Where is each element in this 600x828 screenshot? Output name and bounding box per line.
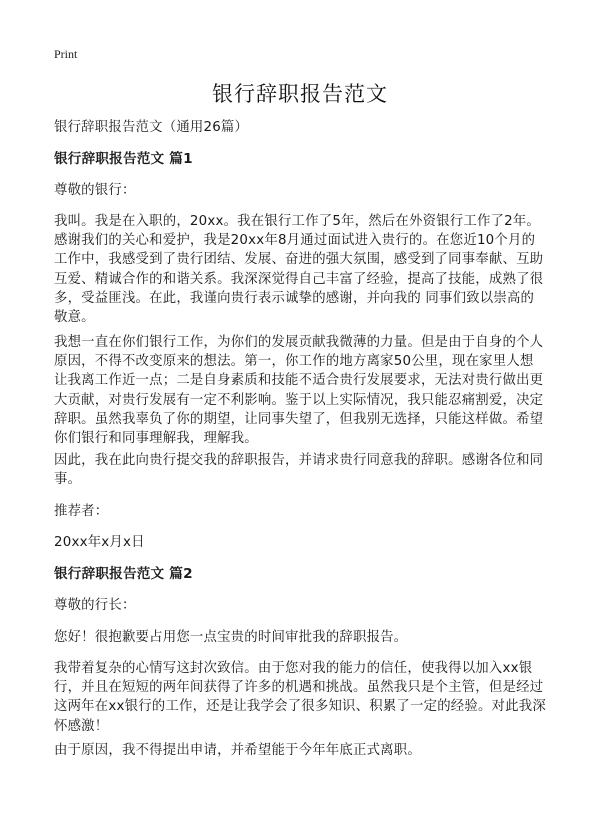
section-1-paragraph-3: 因此，我在此向贵行提交我的辞职报告，并请求贵行同意我的辞职。感谢各位和同事。 — [54, 453, 544, 488]
print-label[interactable]: Print — [54, 47, 78, 61]
section-2-heading: 银行辞职报告范文 篇2 — [54, 566, 193, 582]
section-1-heading: 银行辞职报告范文 篇1 — [54, 151, 193, 167]
section-1-greeting: 尊敬的银行： — [54, 183, 136, 198]
section-2-paragraph-3: 由于原因，我不得提出申请，并希望能于今年年底正式离职。 — [54, 743, 421, 758]
document-title: 银行辞职报告范文 — [212, 82, 388, 106]
section-2-greeting: 尊敬的行长： — [54, 598, 136, 613]
section-2-paragraph-1: 您好！很抱歉要占用您一点宝贵的时间审批我的辞职报告。 — [54, 630, 408, 645]
document-subtitle: 银行辞职报告范文（通用26篇） — [54, 120, 249, 135]
section-1-paragraph-1: 我叫。我是在入职的，20xx。我在银行工作了5年，然后在外资银行工作了2年。感谢我们的关心和爱护，我是20xx年8月通过面试进入贵行的。在您近10个月的工作中，我感受到了贵行团结、发展、奋进的强大氛围，感受到了同事奉献、互助互爱、精诚合作的和谐关系。我深深觉得自己丰富了经验，提高了技能，成熟了很多，受益匪浅。在此，我谨向贵行表示诚挚的感谢，并向我的 同事们致以崇高的敬意。 — [54, 214, 544, 326]
section-1-paragraph-2: 我想一直在你们银行工作，为你们的发展贡献我微薄的力量。但是由于自身的个人原因，不得不改变原来的想法。第一，你工作的地方离家50公里，现在家里人想让我离工作近一点；二是自身素质和技能不适合贵行发展要求，无法对贵行做出更大贡献，对贵行发展有一定不利影响。鉴于以上实际情况，我只能忍痛割爱，决定辞职。虽然我辜负了你的期望，让同事失望了，但我别无选择，只能这样做。希望你们银行和同事理解我，理解我。 — [54, 335, 544, 447]
section-2-paragraph-2: 我带着复杂的心情写这封次致信。由于您对我的能力的信任，使我得以加入xx银行，并且在短短的两年间获得了许多的机遇和挑战。虽然我只是个主管，但是经过这两年在xx银行的工作，还是让我学会了很多知识、积累了一定的经验。对此我深怀感激！ — [54, 661, 546, 734]
section-1-date: 20xx年x月x日 — [54, 535, 145, 550]
section-1-signer-label: 推荐者： — [54, 504, 109, 519]
